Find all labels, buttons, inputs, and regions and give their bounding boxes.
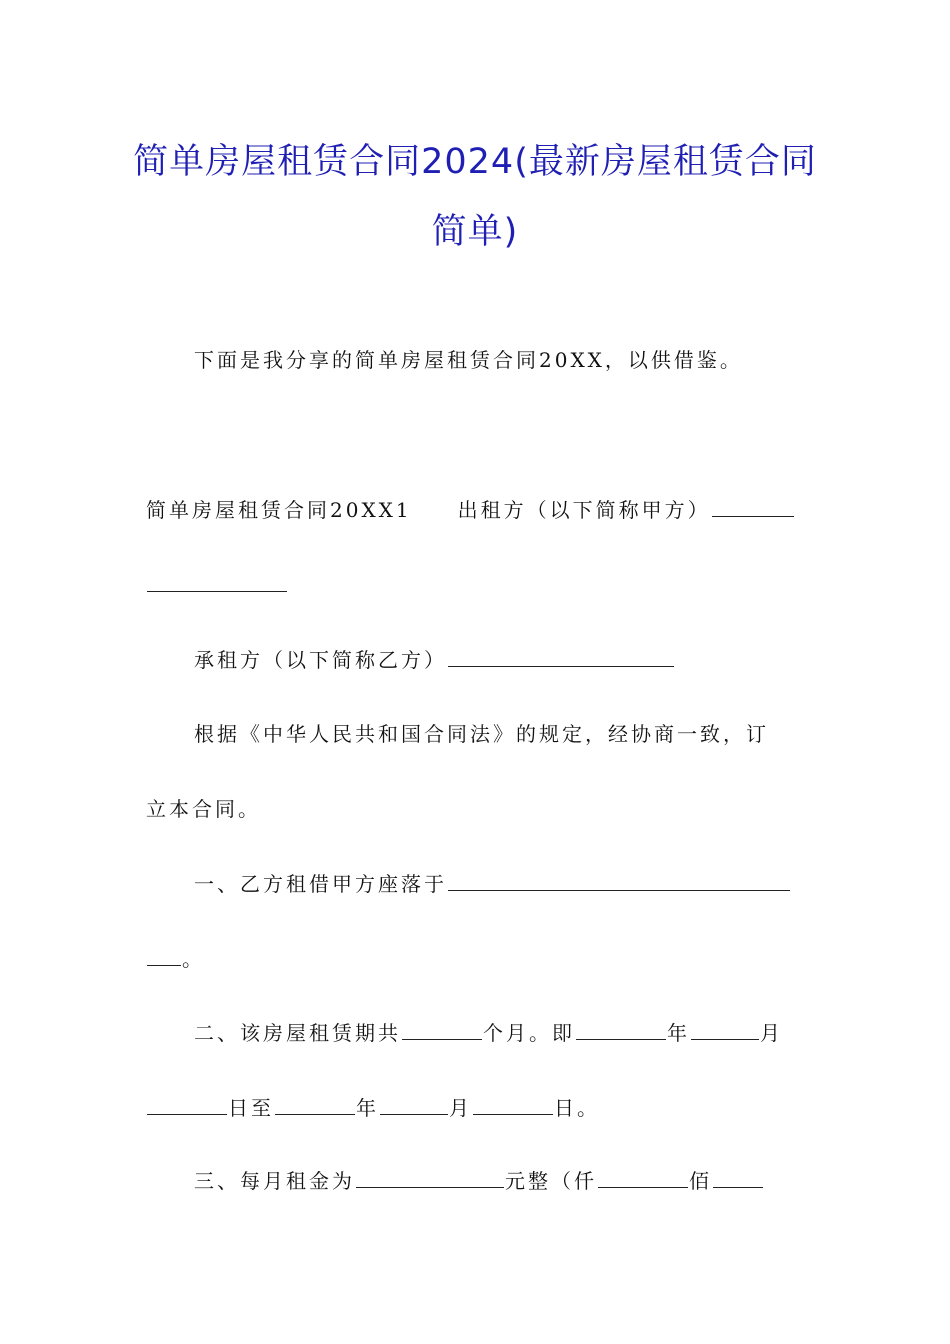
clause-1-end: 。 [182,947,205,971]
lessor-label: 出租方（以下简称甲方） [457,498,711,522]
start-day-blank [147,1094,227,1115]
end-year-blank [275,1094,355,1115]
year-label: 年 [667,1021,690,1045]
year-label: 年 [356,1096,379,1120]
clause-2-text: 二、该房屋租赁期共 [194,1021,401,1045]
clause-2-line-1 [194,1018,806,1048]
clause-2-months: 个月。即 [483,1021,575,1045]
month-label: 月 [760,1021,783,1045]
title-line-2: 简单) [431,212,519,252]
clause-1-end-line [146,944,806,974]
contract-header-line [146,495,806,525]
start-month-blank [691,1019,759,1040]
intro-paragraph: 下面是我分享的简单房屋租赁合同20XX，以供借鉴。 [194,348,743,372]
clause-3-text: 三、每月租金为 [194,1169,355,1193]
rent-amount-blank [356,1167,504,1188]
month-label: 月 [449,1096,472,1120]
lessee-blank [448,646,674,667]
clause-2-line-2 [146,1093,806,1123]
lessee-label: 承租方（以下简称乙方） [194,648,447,672]
day-to-label: 日至 [228,1096,274,1120]
clause-1-text: 一、乙方租借甲方座落于 [194,872,447,896]
contract-heading: 简单房屋租赁合同20XX1 [146,498,412,522]
address-blank [448,870,790,891]
end-day-blank [473,1094,553,1115]
end-month-blank [380,1094,448,1115]
clause-1-line [194,869,806,899]
basis-line-1: 根据《中华人民共和国合同法》的规定，经协商一致，订 [194,722,769,746]
title-line-1: 简单房屋租赁合同2024(最新房屋租赁合同 [133,142,817,182]
clause-3-yuan: 元整（仟 [505,1169,597,1193]
clause-3-line [194,1166,806,1196]
day-end-label: 日。 [554,1096,600,1120]
start-year-blank [576,1019,666,1040]
address-blank-continued [147,945,181,966]
basis-line-2: 立本合同。 [146,797,261,821]
lessor-blank-continued [147,571,287,592]
lessor-blank [712,496,794,517]
lessee-line [194,645,806,675]
lessor-blank-continued-line [146,570,806,600]
rent-hundreds-blank [713,1167,763,1188]
months-blank [402,1019,482,1040]
rent-thousands-blank [598,1167,688,1188]
clause-3-bai: 佰 [689,1169,712,1193]
